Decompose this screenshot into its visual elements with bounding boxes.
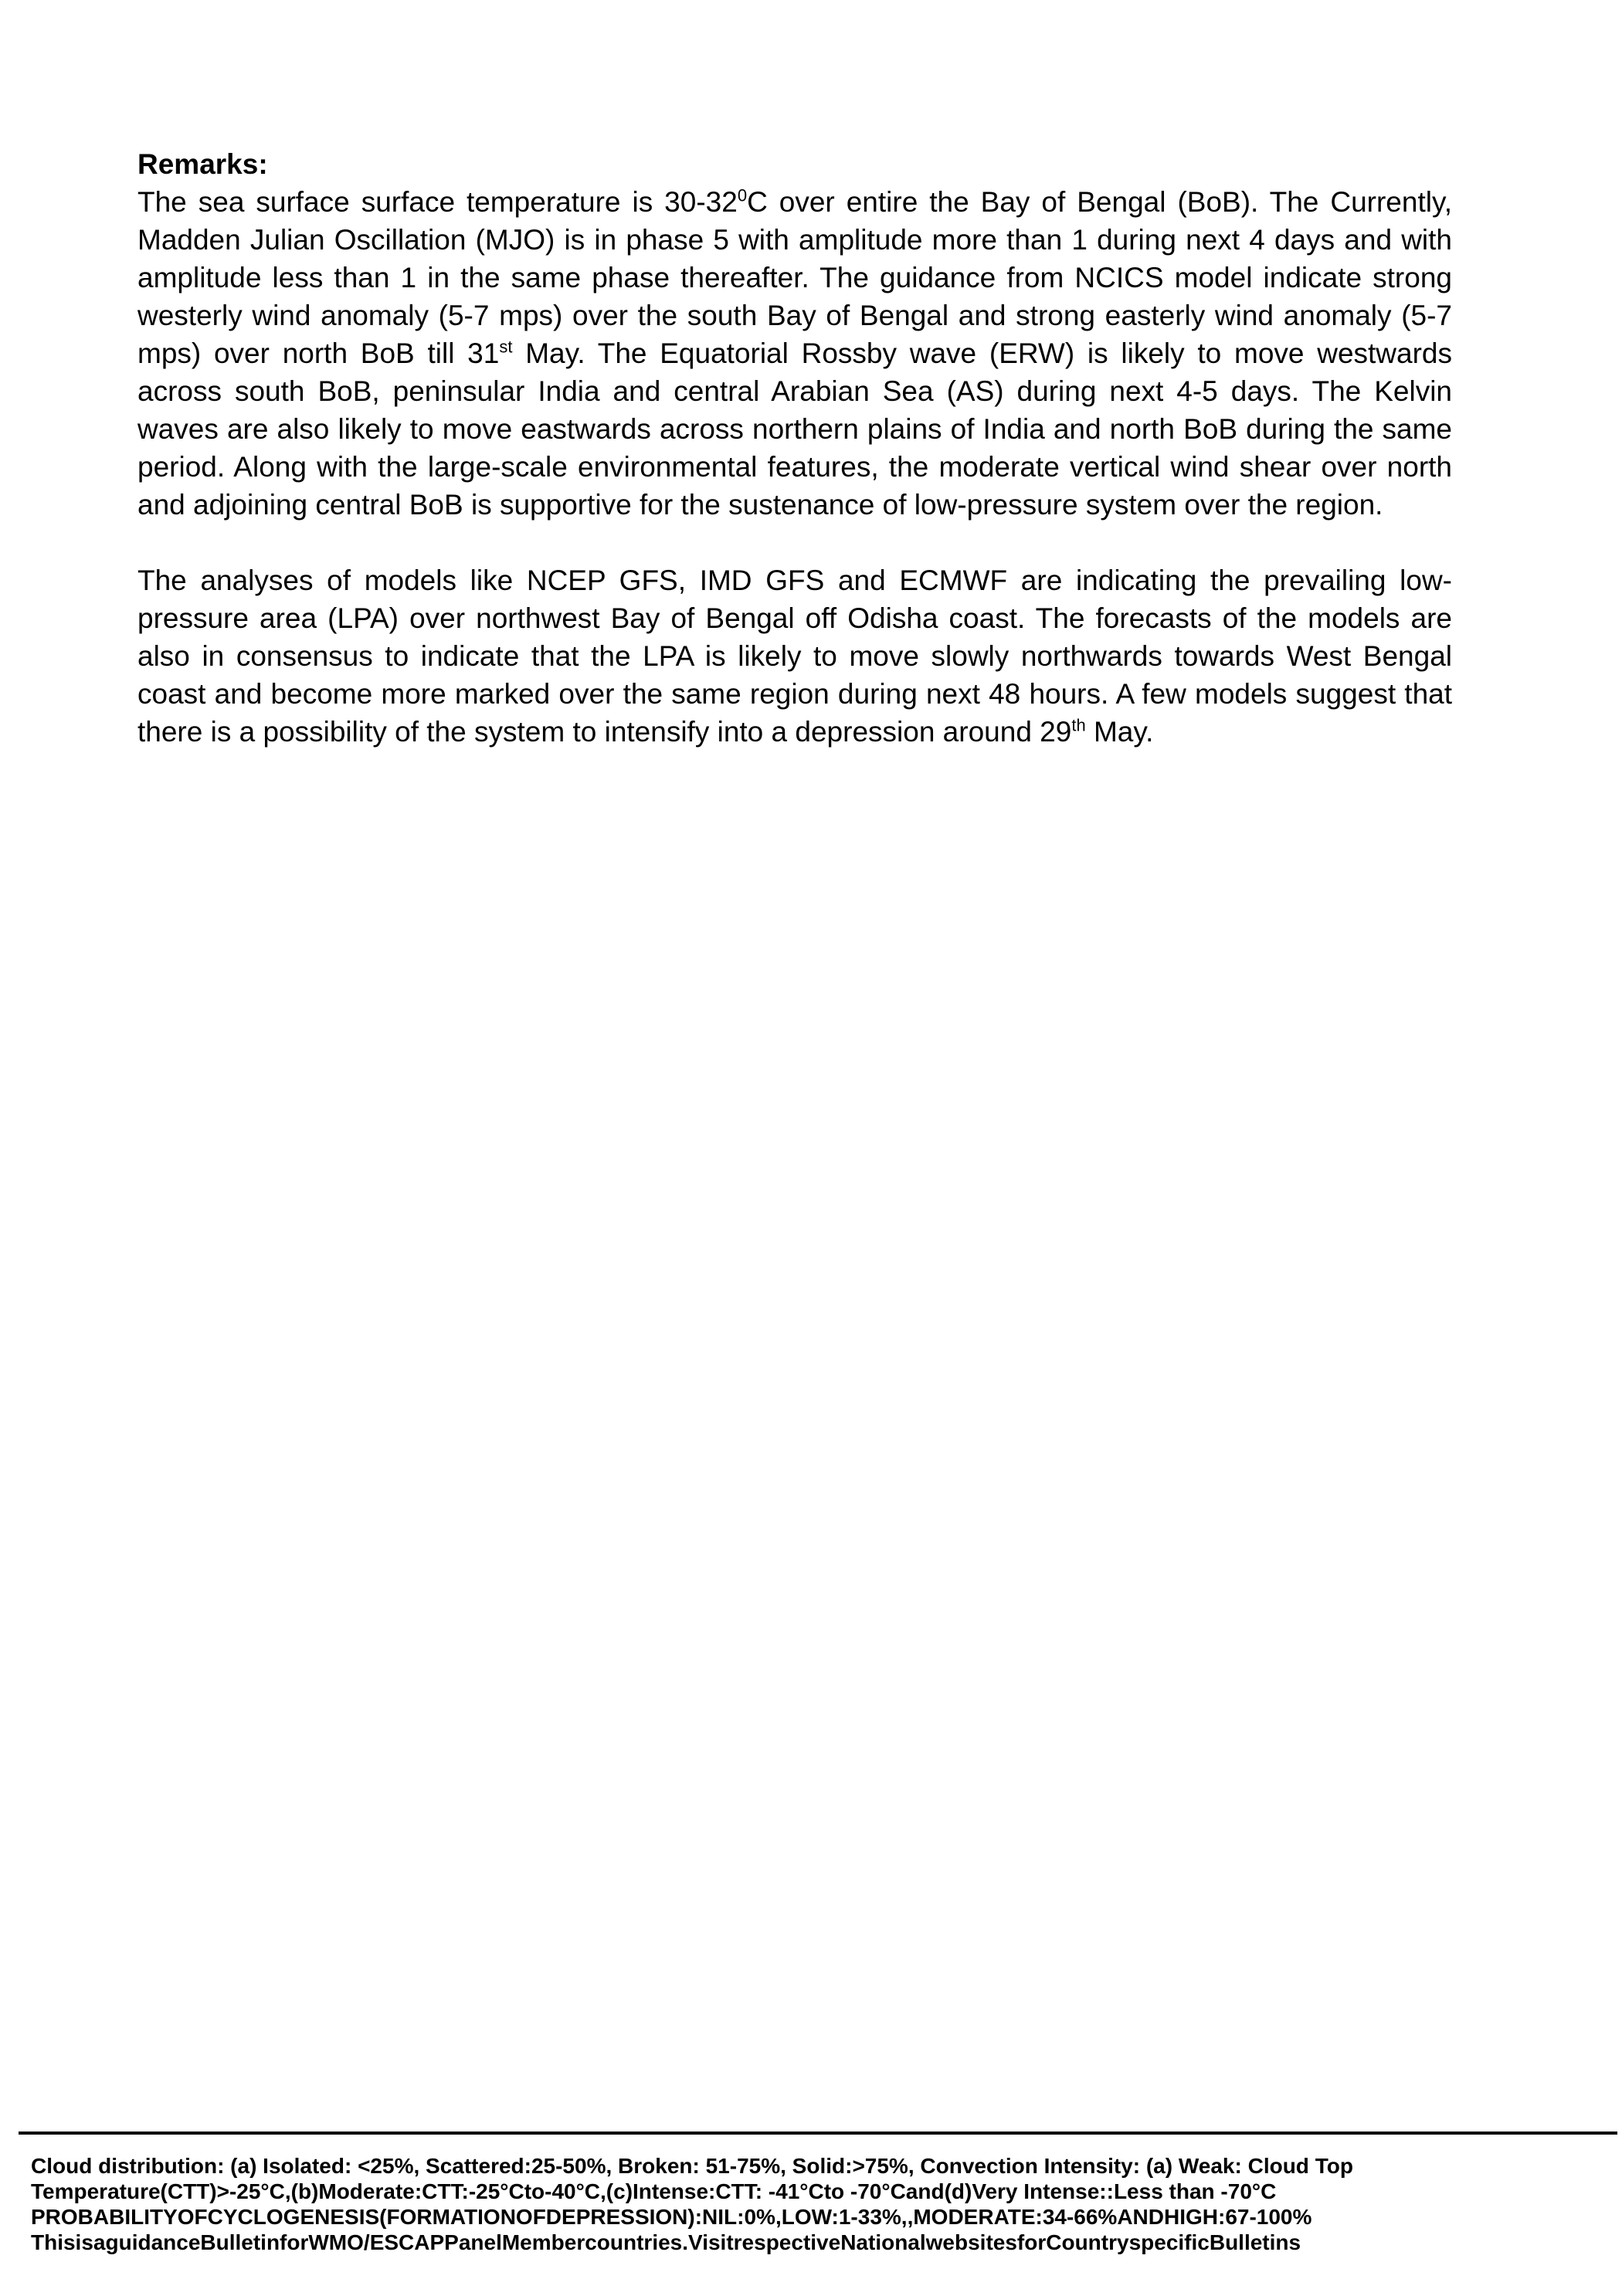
remarks-p1-text-a: The sea surface surface temperature is 30-32 (137, 186, 738, 218)
remarks-heading: Remarks: (137, 148, 268, 180)
remarks-paragraph-2 (137, 561, 1452, 751)
bulletin-footer (19, 2132, 1617, 2255)
remarks-p1-text-c: May. The Equatorial Rossby wave (ERW) is likely to move westwards across south BoB, peninsular India and central Arabian Sea (AS) during next 4-5 days. The Kelvin waves are also likely to move eastwards across northern plains of India and north BoB during the same period. Along with the large-scale environmental features, the moderate vertical wind shear over north and adjoining central BoB is supportive for the sustenance of low-pressure system over the region. (137, 337, 1452, 521)
footer-cloud-distribution: Cloud distribution: (a) Isolated: <25%, Scattered:25-50%, Broken: 51-75%, Solid:>75%, Convection Intensity: (a) Weak: Cloud Top (31, 2154, 1353, 2178)
footer-cyclogenesis-probability: PROBABILITYOFCYCLOGENESIS(FORMATIONOFDEPRESSION):NIL:0%,LOW:1-33%,,MODERATE:34-66%ANDHIGH:67-100% (31, 2205, 1312, 2229)
remarks-p1-text-b: C over entire the Bay of Bengal (BoB). The Currently, Madden Julian Oscillation (MJO) is in phase 5 with amplitude more than 1 during next 4 days and with amplitude less than 1 in the same phase thereafter. The guidance from NCICS model indicate strong westerly wind anomaly (5-7 mps) over the south Bay of Bengal and strong easterly wind anomaly (5-7 mps) over north BoB till 31 (137, 186, 1452, 369)
remarks-paragraph-1 (137, 183, 1452, 524)
remarks-p1-sup-st: st (499, 337, 513, 357)
remarks-p2-text-a: The analyses of models like NCEP GFS, IMD GFS and ECMWF are indicating the prevailing low-pressure area (LPA) over northwest Bay of Bengal off Odisha coast. The forecasts of the models are also in consensus to indicate that the LPA is likely to move slowly northwards towards West Bengal coast and become more marked over the same region during next 48 hours. A few models suggest that there is a possibility of the system to intensify into a depression around 29 (137, 565, 1452, 748)
footer-guidance-note: ThisisaguidanceBulletinforWMO/ESCAPPanelMembercountries.VisitrespectiveNationalwebsitesforCountryspecificBulletins (31, 2230, 1301, 2254)
remarks-section (137, 145, 1452, 751)
remarks-p2-sup-th: th (1071, 715, 1086, 735)
remarks-p1-sup-degree: 0 (737, 185, 748, 205)
remarks-p2-text-b: May. (1085, 716, 1154, 748)
paragraph-gap (137, 524, 1452, 561)
footer-convection-intensity: Temperature(CTT)>-25°C,(b)Moderate:CTT:-25°Cto-40°C,(c)Intense:CTT: -41°Cto -70°Cand(d)Very Intense::Less than -70°C (31, 2179, 1277, 2203)
